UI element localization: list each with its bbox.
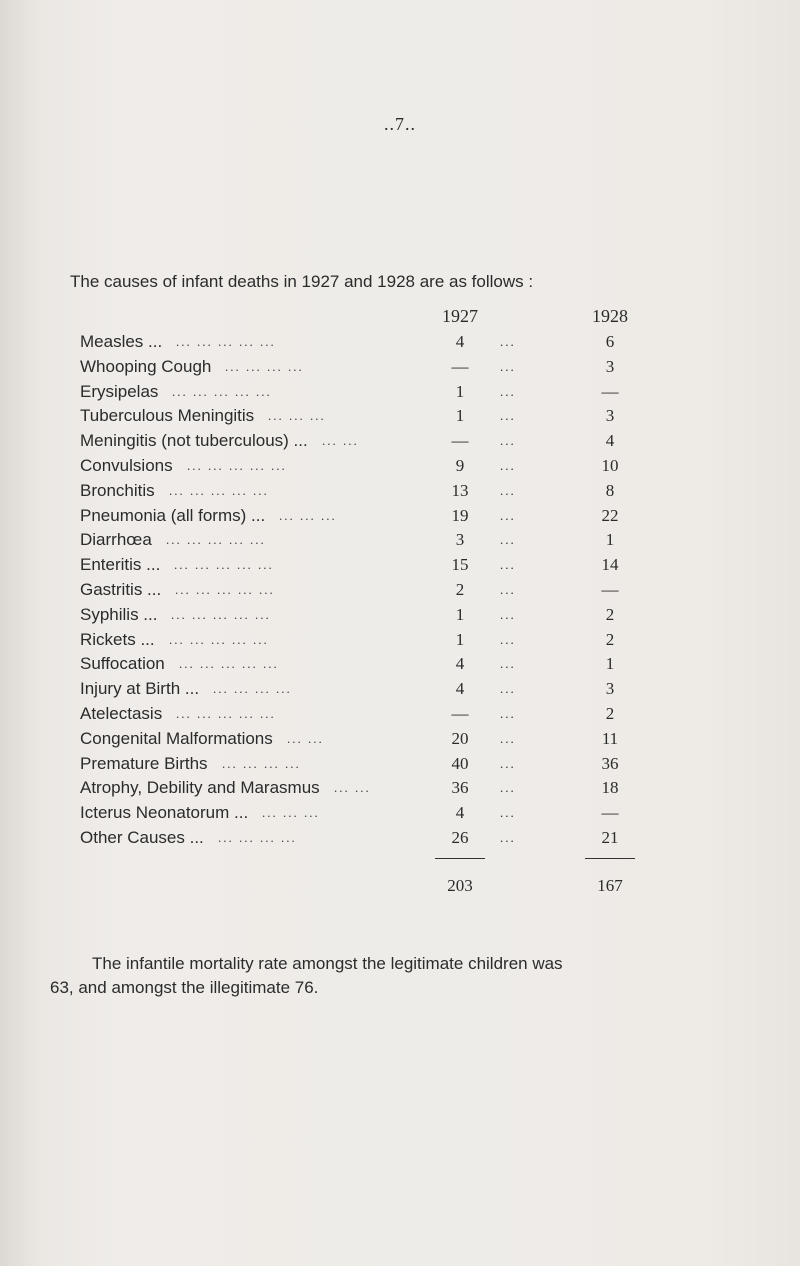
cause-label: Erysipelas xyxy=(80,381,159,401)
leader-dots: ... ... ... ... ... xyxy=(166,532,266,548)
cause-label: Atelectasis xyxy=(80,703,163,723)
cause-label: Gastritis ... xyxy=(80,579,162,599)
value-1928: 3 xyxy=(605,406,615,426)
leader-dots: ... ... ... ... ... xyxy=(174,557,274,573)
leader-dots-mid: ... xyxy=(500,457,516,473)
column-header-1927: 1927 xyxy=(442,306,478,326)
table-row xyxy=(80,778,740,803)
table-row xyxy=(80,803,740,828)
leader-dots-mid: ... xyxy=(500,383,516,399)
cause-label: Bronchitis xyxy=(80,480,155,500)
value-1927: 20 xyxy=(451,728,469,748)
table-body xyxy=(80,332,740,853)
leader-dots-mid: ... xyxy=(500,730,516,746)
value-1928: 4 xyxy=(605,431,615,451)
value-1928: 1 xyxy=(605,530,615,550)
table-row xyxy=(80,729,740,754)
leader-dots-mid: ... xyxy=(500,631,516,647)
leader-dots: ... ... ... xyxy=(262,805,320,821)
totals-row xyxy=(80,854,740,914)
leader-dots-mid: ... xyxy=(500,581,516,597)
leader-dots: ... ... ... ... ... xyxy=(175,581,275,597)
cause-label: Enteritis ... xyxy=(80,555,161,575)
leader-dots: ... ... ... ... ... xyxy=(179,656,279,672)
value-1927: 19 xyxy=(451,505,469,525)
value-1927: 26 xyxy=(451,827,469,847)
value-1927: — xyxy=(451,356,469,376)
value-1928: 36 xyxy=(601,753,619,773)
footnote-line-1: The infantile mortality rate amongst the legitimate children was xyxy=(92,954,563,973)
table-row xyxy=(80,580,740,605)
value-1928: 21 xyxy=(601,827,619,847)
value-1928: 2 xyxy=(605,629,615,649)
value-1927: — xyxy=(451,431,469,451)
value-1927: 1 xyxy=(455,629,465,649)
leader-dots: ... ... ... xyxy=(268,408,326,424)
value-1927: 2 xyxy=(455,579,465,599)
cause-label: Whooping Cough xyxy=(80,356,212,376)
leader-dots: ... ... ... ... xyxy=(222,755,301,771)
leader-dots: ... ... ... ... ... xyxy=(176,334,276,349)
cause-label: Injury at Birth ... xyxy=(80,679,200,699)
value-1927: 4 xyxy=(455,654,465,674)
column-header-1928: 1928 xyxy=(592,306,628,326)
value-1928: 14 xyxy=(601,555,619,575)
leader-dots: ... ... xyxy=(287,730,324,746)
leader-dots: ... ... ... xyxy=(279,507,337,523)
leader-dots-mid: ... xyxy=(500,507,516,523)
table-row xyxy=(80,828,740,853)
cause-label: Tuberculous Meningitis xyxy=(80,406,255,426)
leader-dots: ... ... xyxy=(322,433,359,449)
leader-dots-mid: ... xyxy=(500,705,516,721)
leader-dots: ... ... ... ... ... xyxy=(172,383,272,399)
value-1927: 1 xyxy=(455,604,465,624)
table-header xyxy=(80,306,740,332)
cause-label: Premature Births xyxy=(80,753,208,773)
leader-dots: ... ... ... ... ... xyxy=(169,631,269,647)
table-row xyxy=(80,382,740,407)
value-1927: 40 xyxy=(451,753,469,773)
cause-label: Icterus Neonatorum ... xyxy=(80,803,249,823)
leader-dots: ... ... ... ... ... xyxy=(187,457,287,473)
value-1928: — xyxy=(601,579,619,599)
value-1928: 2 xyxy=(605,703,615,723)
value-1928: 1 xyxy=(605,654,615,674)
leader-dots: ... ... ... ... ... xyxy=(169,482,269,498)
page-number: ..7.. xyxy=(384,114,416,134)
table-row xyxy=(80,506,740,531)
causes-table xyxy=(80,306,740,853)
leader-dots: ... ... ... ... ... xyxy=(176,705,276,721)
value-1928: 8 xyxy=(605,480,615,500)
table-row xyxy=(80,406,740,431)
leader-dots-mid: ... xyxy=(500,606,516,622)
table-row xyxy=(80,555,740,580)
value-1927: 4 xyxy=(455,679,465,699)
leader-dots-mid: ... xyxy=(500,334,516,349)
leader-dots-mid: ... xyxy=(500,656,516,672)
value-1927: — xyxy=(451,703,469,723)
total-rule-1928 xyxy=(585,858,635,859)
table-row xyxy=(80,332,740,357)
table-row xyxy=(80,704,740,729)
total-1927: 203 xyxy=(447,876,473,895)
table-row xyxy=(80,630,740,655)
table-row xyxy=(80,357,740,382)
cause-label: Meningitis (not tuberculous) ... xyxy=(80,431,308,451)
table-row xyxy=(80,654,740,679)
leader-dots-mid: ... xyxy=(500,681,516,697)
leader-dots-mid: ... xyxy=(500,532,516,548)
leader-dots-mid: ... xyxy=(500,408,516,424)
table-row xyxy=(80,530,740,555)
value-1928: — xyxy=(601,803,619,823)
value-1927: 4 xyxy=(455,332,465,351)
value-1928: 10 xyxy=(601,455,619,475)
cause-label: Measles ... xyxy=(80,332,163,351)
table-row xyxy=(80,754,740,779)
value-1927: 36 xyxy=(451,778,469,798)
value-1928: 18 xyxy=(601,778,619,798)
value-1927: 13 xyxy=(451,480,469,500)
total-rule-1927 xyxy=(435,858,485,859)
table-row xyxy=(80,679,740,704)
leader-dots-mid: ... xyxy=(500,557,516,573)
value-1928: 3 xyxy=(605,679,615,699)
cause-label: Diarrhœa xyxy=(80,530,152,550)
table-row xyxy=(80,456,740,481)
value-1928: 6 xyxy=(605,332,615,351)
leader-dots: ... ... xyxy=(334,780,371,796)
value-1927: 3 xyxy=(455,530,465,550)
value-1928: — xyxy=(601,381,619,401)
value-1927: 1 xyxy=(455,406,465,426)
cause-label: Convulsions xyxy=(80,455,173,475)
value-1927: 15 xyxy=(451,555,469,575)
cause-label: Other Causes ... xyxy=(80,827,204,847)
value-1927: 1 xyxy=(455,381,465,401)
total-1928: 167 xyxy=(597,876,623,895)
leader-dots-mid: ... xyxy=(500,780,516,796)
footnote xyxy=(50,952,770,1000)
leader-dots: ... ... ... ... ... xyxy=(171,606,271,622)
leader-dots-mid: ... xyxy=(500,755,516,771)
value-1928: 22 xyxy=(601,505,619,525)
leader-dots-mid: ... xyxy=(500,482,516,498)
cause-label: Syphilis ... xyxy=(80,604,158,624)
leader-dots-mid: ... xyxy=(500,829,516,845)
table-row xyxy=(80,431,740,456)
leader-dots: ... ... ... ... xyxy=(225,358,304,374)
value-1928: 11 xyxy=(601,728,619,748)
leader-dots-mid: ... xyxy=(500,805,516,821)
table-row xyxy=(80,605,740,630)
cause-label: Rickets ... xyxy=(80,629,155,649)
footnote-line-2: 63, and amongst the illegitimate 76. xyxy=(50,978,319,997)
leader-dots-mid: ... xyxy=(500,358,516,374)
value-1928: 2 xyxy=(605,604,615,624)
leader-dots: ... ... ... ... xyxy=(218,829,297,845)
intro-text: The causes of infant deaths in 1927 and 1928 are as follows : xyxy=(70,272,534,291)
cause-label: Suffocation xyxy=(80,654,165,674)
leader-dots-mid: ... xyxy=(500,433,516,449)
value-1928: 3 xyxy=(605,356,615,376)
cause-label: Pneumonia (all forms) ... xyxy=(80,505,266,525)
value-1927: 9 xyxy=(455,455,465,475)
cause-label: Congenital Malformations xyxy=(80,728,273,748)
table-row xyxy=(80,481,740,506)
value-1927: 4 xyxy=(455,803,465,823)
cause-label: Atrophy, Debility and Marasmus xyxy=(80,778,320,798)
leader-dots: ... ... ... ... xyxy=(213,681,292,697)
